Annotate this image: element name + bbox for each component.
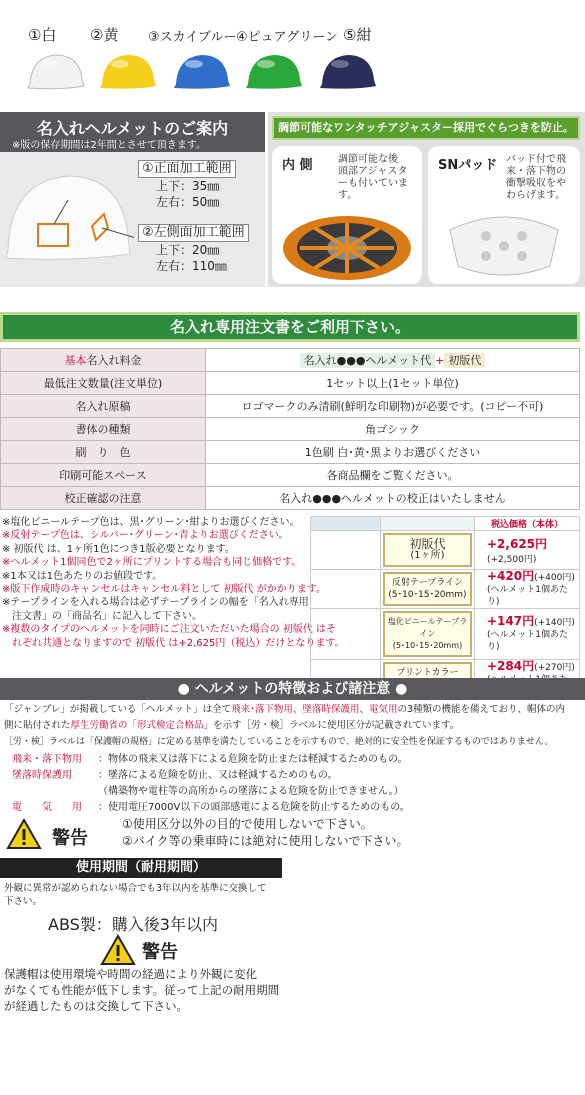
price-value: +420円 [487, 569, 535, 583]
warning-list [122, 816, 409, 850]
price-item-cell [381, 531, 475, 570]
row-value: 1色刷 白･黄･黒よりお選びください [206, 441, 580, 464]
order-table [0, 348, 580, 510]
order-form-title: 名入れ専用注文書をご利用下さい。 [0, 312, 580, 342]
features-highlight: 墜落時保護用 [302, 704, 360, 715]
price-item-name [383, 572, 472, 606]
features-text: 、 [292, 704, 303, 715]
features-highlight: 飛来･落下物用 [231, 704, 293, 715]
side-range [138, 224, 249, 274]
row-head-text: 名入れ料金 [86, 354, 142, 367]
front-range-ud: 上下：35㎜ [156, 179, 220, 193]
note-line: ※1本又は1色あたりのお値段です。 [2, 570, 163, 582]
row-head: 刷 り 色 [1, 441, 206, 464]
price-header [475, 517, 580, 531]
front-range-title: ①正面加工範囲 [138, 160, 236, 178]
order-notes [2, 516, 345, 666]
pad-text-line: わらげます。 [506, 190, 566, 201]
features-paragraph-2 [4, 718, 459, 734]
use-label: 電 気 用 [12, 802, 82, 813]
row-head: 最低注文数量(注文単位) [1, 372, 206, 395]
price-base: (+270円) [534, 663, 575, 673]
row-head: 校正確認の注意 [1, 487, 206, 510]
note-line: ※版下作成時のキャンセルはキャンセル料として 初版代 がかかります。 [2, 584, 326, 596]
note-line: れぞれ共通となりますので 初版代 は+2,625円（税込）だけとなります。 [2, 637, 345, 649]
usage-period-title: 使用期間（耐用期間） [0, 858, 282, 878]
features-highlight: 厚生労働省の「形式検定合格品」 [70, 720, 214, 731]
color-label-skyblue: ③スカイブルー [148, 30, 237, 45]
row-head [1, 349, 206, 372]
inside-text [338, 154, 408, 202]
price-item-label: プリントカラー [396, 668, 459, 678]
features-highlight: 電気用 [368, 704, 398, 715]
use-text: ：使用電圧7000V以下の頭部感電による危険を防止するためのもの。 [98, 802, 410, 813]
features-text: 「ジャンブレ」が掲載している「ヘルメット」は全て [4, 704, 232, 715]
note-line: ※複数のタイプのヘルメットを同時にご注文いただいた場合の 初版代 はそ [2, 624, 336, 636]
inside-text-line: す。 [338, 190, 358, 201]
side-range-ud: 上下：20㎜ [156, 243, 220, 257]
name-print-panel [0, 152, 265, 287]
note-line: ※ 初版代 は、1ヶ所1色につき1版必要となります。 [2, 543, 235, 555]
note-line: ※テープラインを入れる場合は必ずテープラインの幅を「名入れ専用 [2, 597, 309, 609]
table-row [1, 464, 580, 487]
warning-icon [100, 934, 136, 966]
helmet-navy-image [316, 50, 378, 92]
price-note: (ヘルメット1個あたり) [487, 585, 568, 607]
price-note: (ヘルメット1個あたり) [487, 630, 568, 652]
pad-text [506, 154, 566, 202]
price-row-blank [311, 570, 381, 609]
features-text: 側に貼付された [4, 720, 71, 731]
note-line: ※塩化ビニールテープ色は、黒･グリーン･紺よりお選びください。 [2, 517, 300, 528]
table-row [1, 349, 580, 372]
side-range-title: ②左側面加工範囲 [138, 224, 249, 242]
base-fee-plate: 初版代 [444, 353, 485, 368]
inside-text-line: ーも付いていま [338, 178, 408, 189]
table-row [311, 517, 580, 531]
sn-pad-image [442, 210, 566, 280]
front-range-lr: 左右：50㎜ [156, 195, 220, 209]
helmet-white-image [24, 50, 86, 92]
helmet-yellow-image [96, 50, 158, 92]
use-line [12, 752, 408, 768]
price-item-sub: (5･10･15･20mm) [388, 590, 467, 600]
usage-warning-label: 警告 [142, 942, 178, 963]
name-print-info [0, 112, 265, 287]
price-value: +284円 [487, 659, 535, 673]
price-item-sub: (1ヶ所) [410, 550, 445, 561]
use-text: （構築物や電柱等の高所からの墜落による危険を防止できません。） [98, 786, 404, 797]
helmet-green-image [242, 50, 304, 92]
row-head: 書体の種類 [1, 418, 206, 441]
color-label-white: ①白 [28, 26, 57, 44]
note-line: ※反射テープ色は、シルバー･グリーン･青よりお選びください。 [2, 530, 289, 542]
side-range-lr: 左右：110㎜ [156, 259, 227, 273]
use-line [12, 768, 338, 784]
use-line [12, 800, 410, 816]
price-header-blank [381, 517, 475, 531]
use-text: ：墜落による危険を防止、又は軽減するためのもの。 [98, 770, 338, 781]
price-item-cell [381, 609, 475, 660]
price-header-text: 税込価格（本体） [490, 520, 563, 530]
price-item-label: 塩化ビニールテープライン [387, 617, 468, 638]
price-cell [475, 570, 580, 609]
price-base: (+400円) [534, 573, 575, 583]
price-value: +147円 [487, 614, 535, 628]
table-row [1, 372, 580, 395]
name-print-subtitle: ※版の保存期間は2年間とさせて頂きます。 [12, 140, 206, 151]
base-fee-helmet: 名入れ●●●ヘルメット代 [300, 353, 435, 368]
features-text: 、 [359, 704, 369, 715]
usage-text-line: が経過したものは交換して下さい。 [4, 999, 188, 1013]
usage-text-line: 保護帽は使用環境や時間の経過により外観に変化 [4, 967, 257, 981]
table-row [311, 531, 580, 570]
price-item-sub: (5･10･15･20mm) [392, 641, 463, 650]
features-title: ● ヘルメットの特徴および諸注意 ● [0, 678, 585, 700]
features-paragraph-3: ［労・検］ラベルは「保護帽の規格」に定める基準を満たしていることを示すもので、絶対的に安全性を保証するものではありません。 [4, 737, 554, 747]
adjuster-title: 調節可能なワンタッチアジャスター採用でぐらつきを防止。 [272, 116, 580, 140]
use-line [98, 784, 404, 800]
features-paragraph-1 [4, 702, 565, 718]
price-item-cell [381, 570, 475, 609]
price-table [310, 516, 580, 699]
price-cell [475, 609, 580, 660]
table-row [1, 395, 580, 418]
pad-label: SNパッド [438, 158, 498, 173]
price-cell [475, 531, 580, 570]
pad-text-line: パッド付で飛 [506, 154, 566, 165]
warning-label: 警告 [52, 828, 88, 849]
price-item-name [383, 611, 472, 657]
inside-text-line: 調節可能な後 [338, 154, 398, 165]
inside-panel [272, 146, 422, 284]
price-row-blank [311, 531, 381, 570]
price-header-blank [311, 517, 381, 531]
table-row [311, 609, 580, 660]
front-range [138, 160, 236, 210]
warning-item: ①使用区分以外の目的で使用しないで下さい。 [122, 817, 373, 831]
helmet-inside-image [280, 208, 414, 280]
color-label-green: ④ピュアグリーン [236, 30, 339, 45]
row-value: ロゴマークのみ清刷(鮮明な印刷物)が必要です。(コピー不可) [206, 395, 580, 418]
price-item-label: 反射テープライン [391, 578, 464, 588]
features-text: の3種類の機能を備えており、帽体の内 [397, 704, 566, 715]
note-line: ※ヘルメット1個同色で2ヶ所にプリントする場合も同じ価格です。 [2, 557, 302, 569]
price-value: +2,625円 [487, 537, 548, 551]
features-text: を示す［労・検］ラベルに使用区分が記載されています。 [213, 720, 460, 731]
price-base: (+140円) [534, 618, 575, 628]
row-value: 1セット以上(1セット単位) [206, 372, 580, 395]
note-line: 注文書」の「商品名」に記入して下さい。 [2, 610, 202, 622]
price-item-name [383, 533, 472, 567]
usage-desc-line: 外観に異常が認められない場合でも3年以内を基準に交換して [4, 883, 267, 894]
price-row-blank [311, 609, 381, 660]
table-row [1, 441, 580, 464]
row-value: 角ゴシック [206, 418, 580, 441]
table-row [311, 570, 580, 609]
row-head-prefix: 基本 [64, 354, 87, 367]
use-label: 墜落時保護用 [12, 770, 72, 781]
usage-description [4, 882, 267, 908]
price-item-label: 初版代 [409, 537, 446, 551]
color-label-yellow: ②黄 [90, 26, 119, 44]
price-base: (+2,500円) [487, 555, 537, 565]
inside-label: 内 側 [282, 158, 313, 173]
use-text: ：物体の飛来又は落下による危険を防止または軽減するためのもの。 [98, 754, 408, 765]
name-print-title: 名入れヘルメットのご案内 [36, 119, 229, 138]
adjuster-info [268, 112, 585, 287]
usage-text-line: がなくても性能が低下します。従って上記の耐用期間 [4, 983, 280, 997]
row-value [206, 349, 580, 372]
row-head: 名入れ原稿 [1, 395, 206, 418]
helmet-print-area-image [4, 166, 134, 266]
table-row [1, 418, 580, 441]
row-head: 印刷可能スペース [1, 464, 206, 487]
row-value: 名入れ●●●ヘルメットの校正はいたしません [206, 487, 580, 510]
warning-icon [6, 818, 42, 850]
color-label-navy: ⑤紺 [343, 26, 372, 44]
pad-panel [428, 146, 580, 284]
table-row [1, 487, 580, 510]
helmet-skyblue-image [170, 50, 232, 92]
base-fee-plus: + [435, 354, 445, 367]
usage-desc-line: 下さい。 [4, 896, 43, 907]
pad-text-line: 来・落下物の [506, 166, 566, 177]
use-label: 飛来・落下物用 [12, 754, 82, 765]
pad-text-line: 衝撃吸収をや [506, 178, 566, 189]
color-options [0, 0, 585, 108]
row-value: 各商品欄をご覧ください。 [206, 464, 580, 487]
usage-warning-text [4, 966, 279, 1014]
inside-text-line: 頭部アジャスタ [338, 166, 408, 177]
abs-lifetime: ABS製：購入後3年以内 [48, 915, 218, 934]
warning-item: ②バイク等の乗車時には絶対に使用しないで下さい。 [122, 834, 409, 848]
